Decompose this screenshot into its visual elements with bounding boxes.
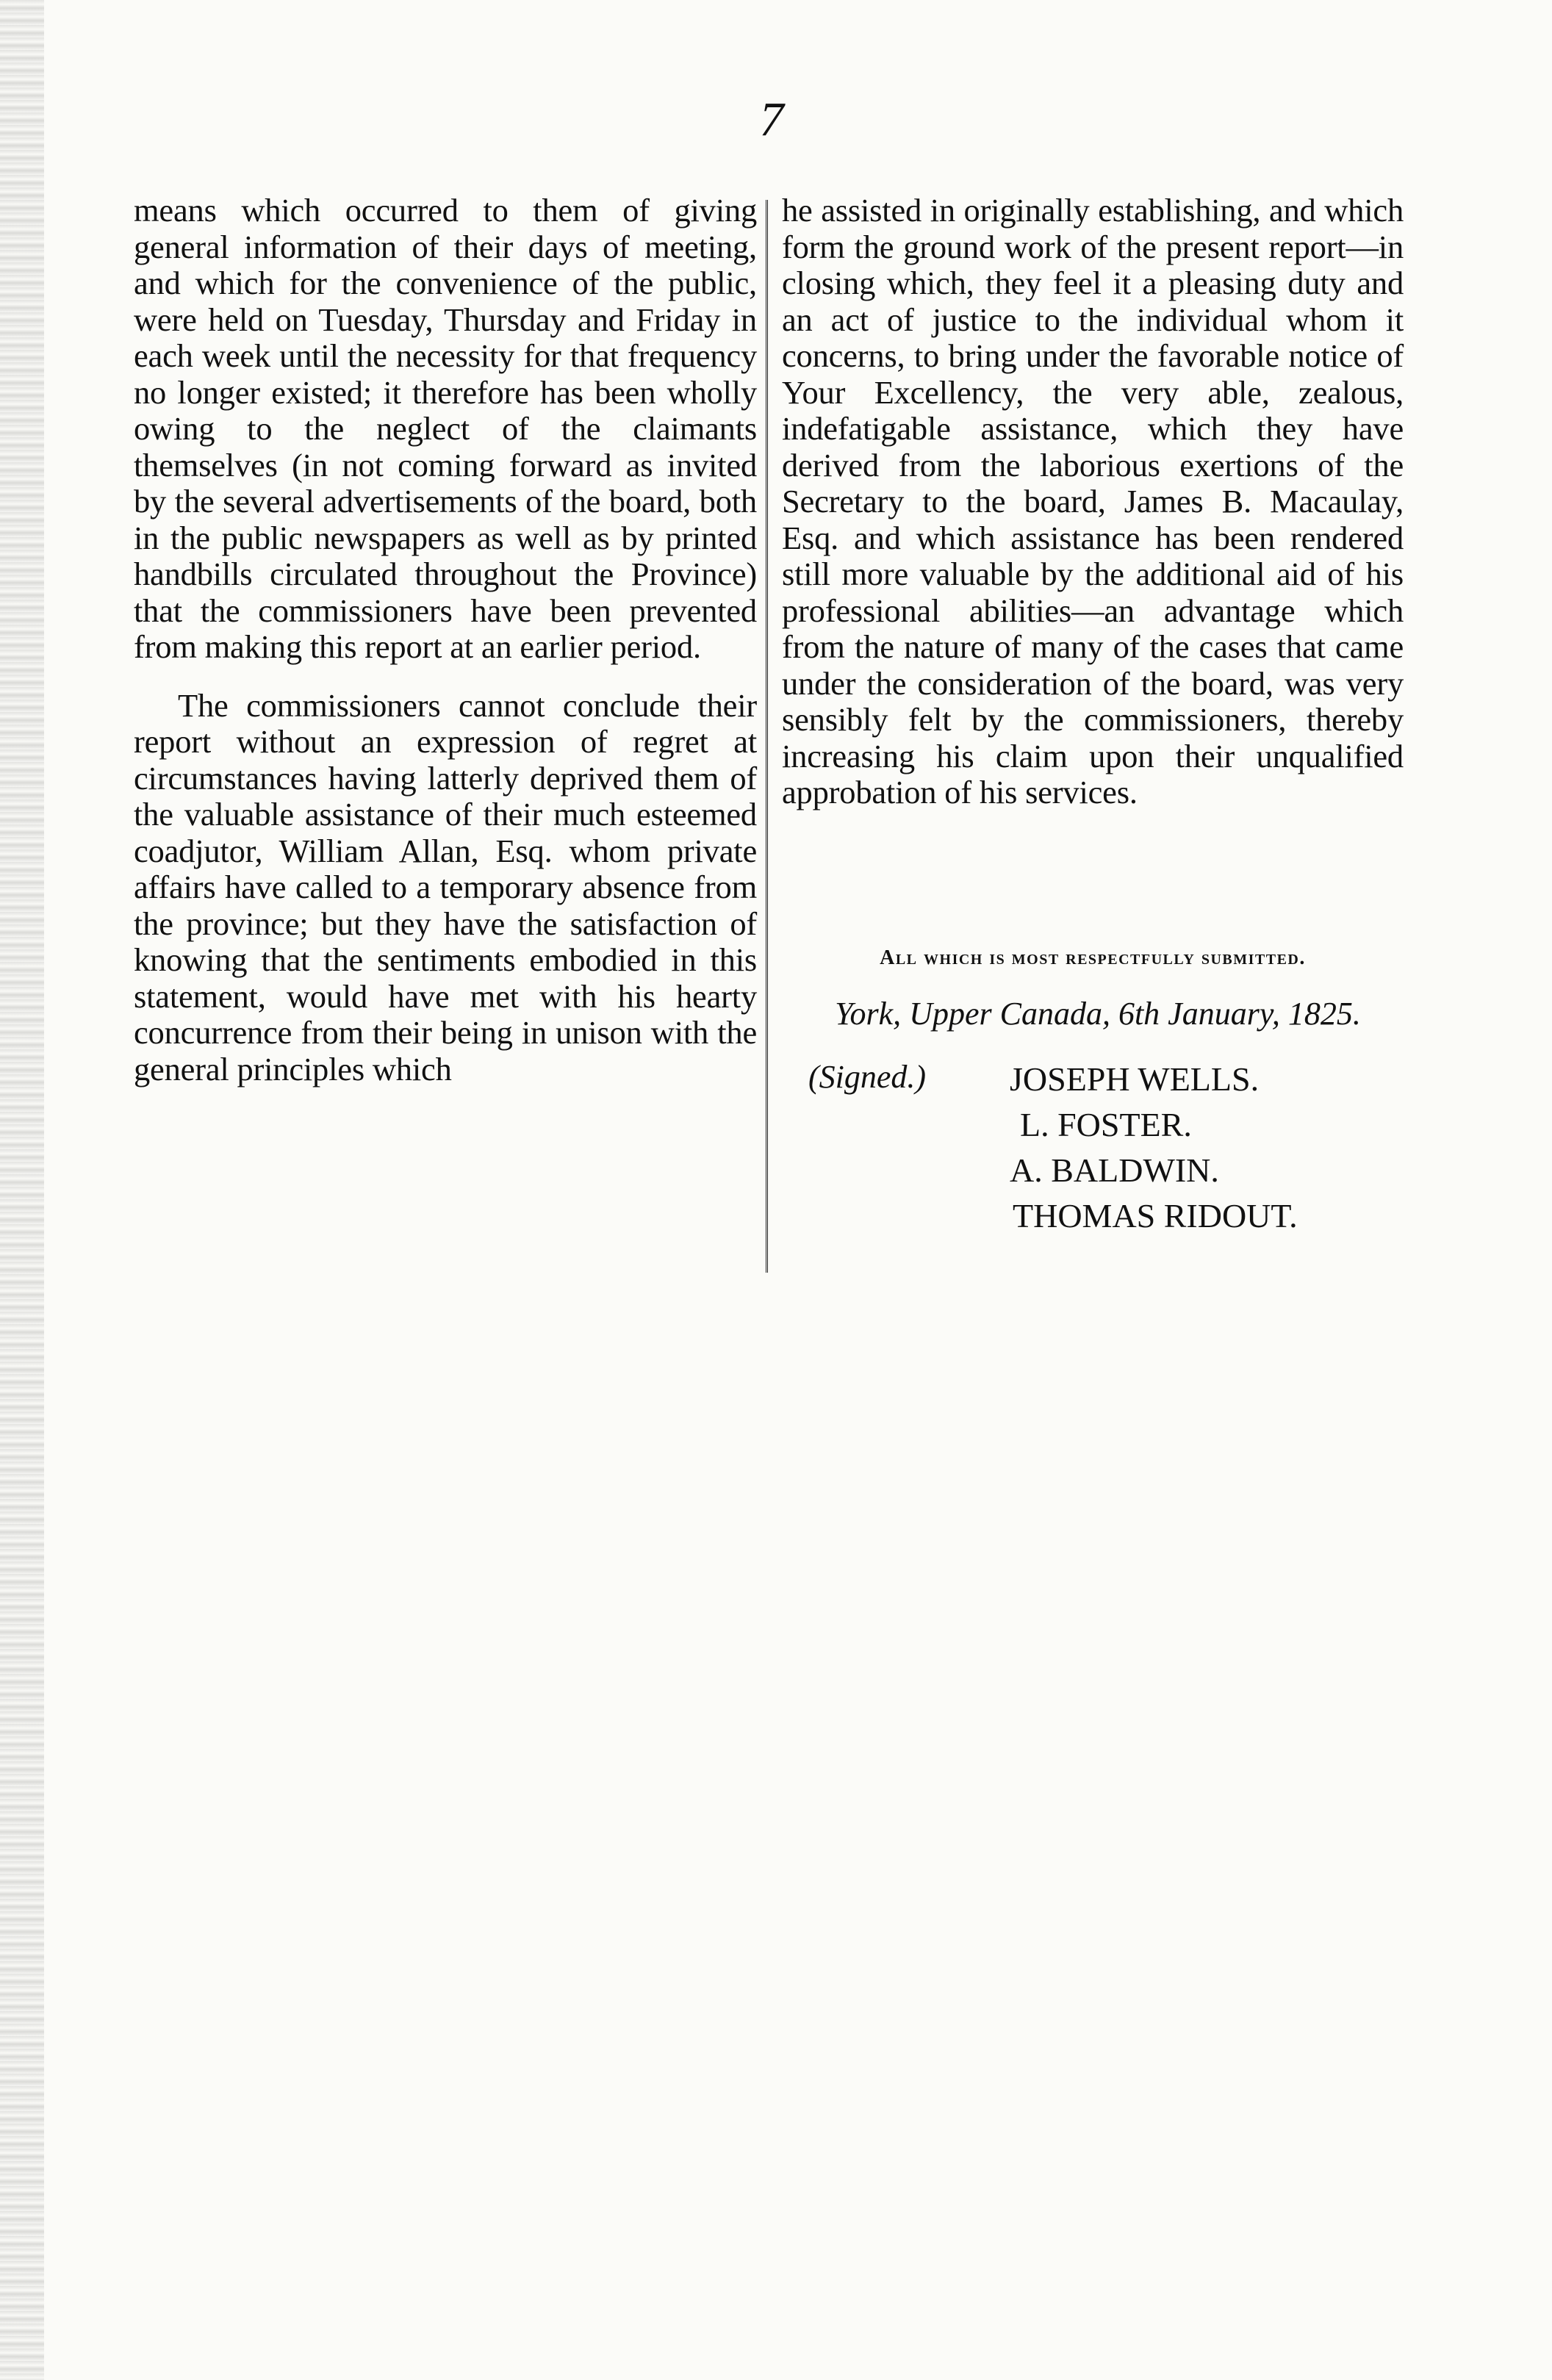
right-column <box>782 193 1404 811</box>
signatory-name: A. BALDWIN. <box>1010 1151 1219 1189</box>
signatories-list <box>1010 1057 1298 1239</box>
left-column <box>134 193 757 1087</box>
closing-line: All which is most respectfully submitted. <box>880 946 1306 969</box>
left-paragraph-2: The commissioners cannot conclude their report without an expression of regret at circumstances having latterly deprived them of the valuable assistance of their much esteemed coadjutor, William Allan, Esq. whom private affairs have called to a temporary absence from the province; but they have the satisfaction of knowing that the sentiments embodied in this statement, would have met with his hearty concurrence from their being in unison with the general principles which <box>134 686 757 1087</box>
signatory-name: L. FOSTER. <box>1020 1106 1192 1143</box>
signatory-name: JOSEPH WELLS. <box>1010 1060 1260 1098</box>
page-number: 7 <box>759 93 784 146</box>
scan-edge-shading <box>0 0 44 2380</box>
signed-label: (Signed.) <box>808 1059 927 1095</box>
left-paragraph-1: means which occurred to them of giving general information of their days of meeting, and which for the convenience of the public, were held on Tuesday, Thursday and Friday in each week until the necessity for that frequency no longer existed; it therefore has been wholly owing to the neglect of the claimants themselves (in not coming forward as invited by the several advertisements of the board, both in the public newspapers as well as by printed handbills circulated throughout the Province) that the commissioners have been prevented from making this report at an earlier period. <box>134 192 757 665</box>
signatory-name: THOMAS RIDOUT. <box>1013 1197 1298 1234</box>
column-divider-rule <box>766 200 768 1273</box>
dateline: York, Upper Canada, 6th January, 1825. <box>835 996 1361 1032</box>
right-paragraph-1: he assisted in originally establishing, and which form the ground work of the present report—in closing which, they feel it a pleasing duty and an act of justice to the individual whom it concerns, to bring under the favorable notice of Your Excellency, the very able, zealous, indefatigable assistance, which they have derived from the laborious exertions of the Secretary to the board, James B. Macaulay, Esq. and which assistance has been rendered still more valuable by the additional aid of his professional abilities—an advantage which from the nature of many of the cases that came under the consideration of the board, was very sensibly felt by the commissioners, thereby increasing his claim upon their unqualified approbation of his services. <box>782 192 1404 810</box>
